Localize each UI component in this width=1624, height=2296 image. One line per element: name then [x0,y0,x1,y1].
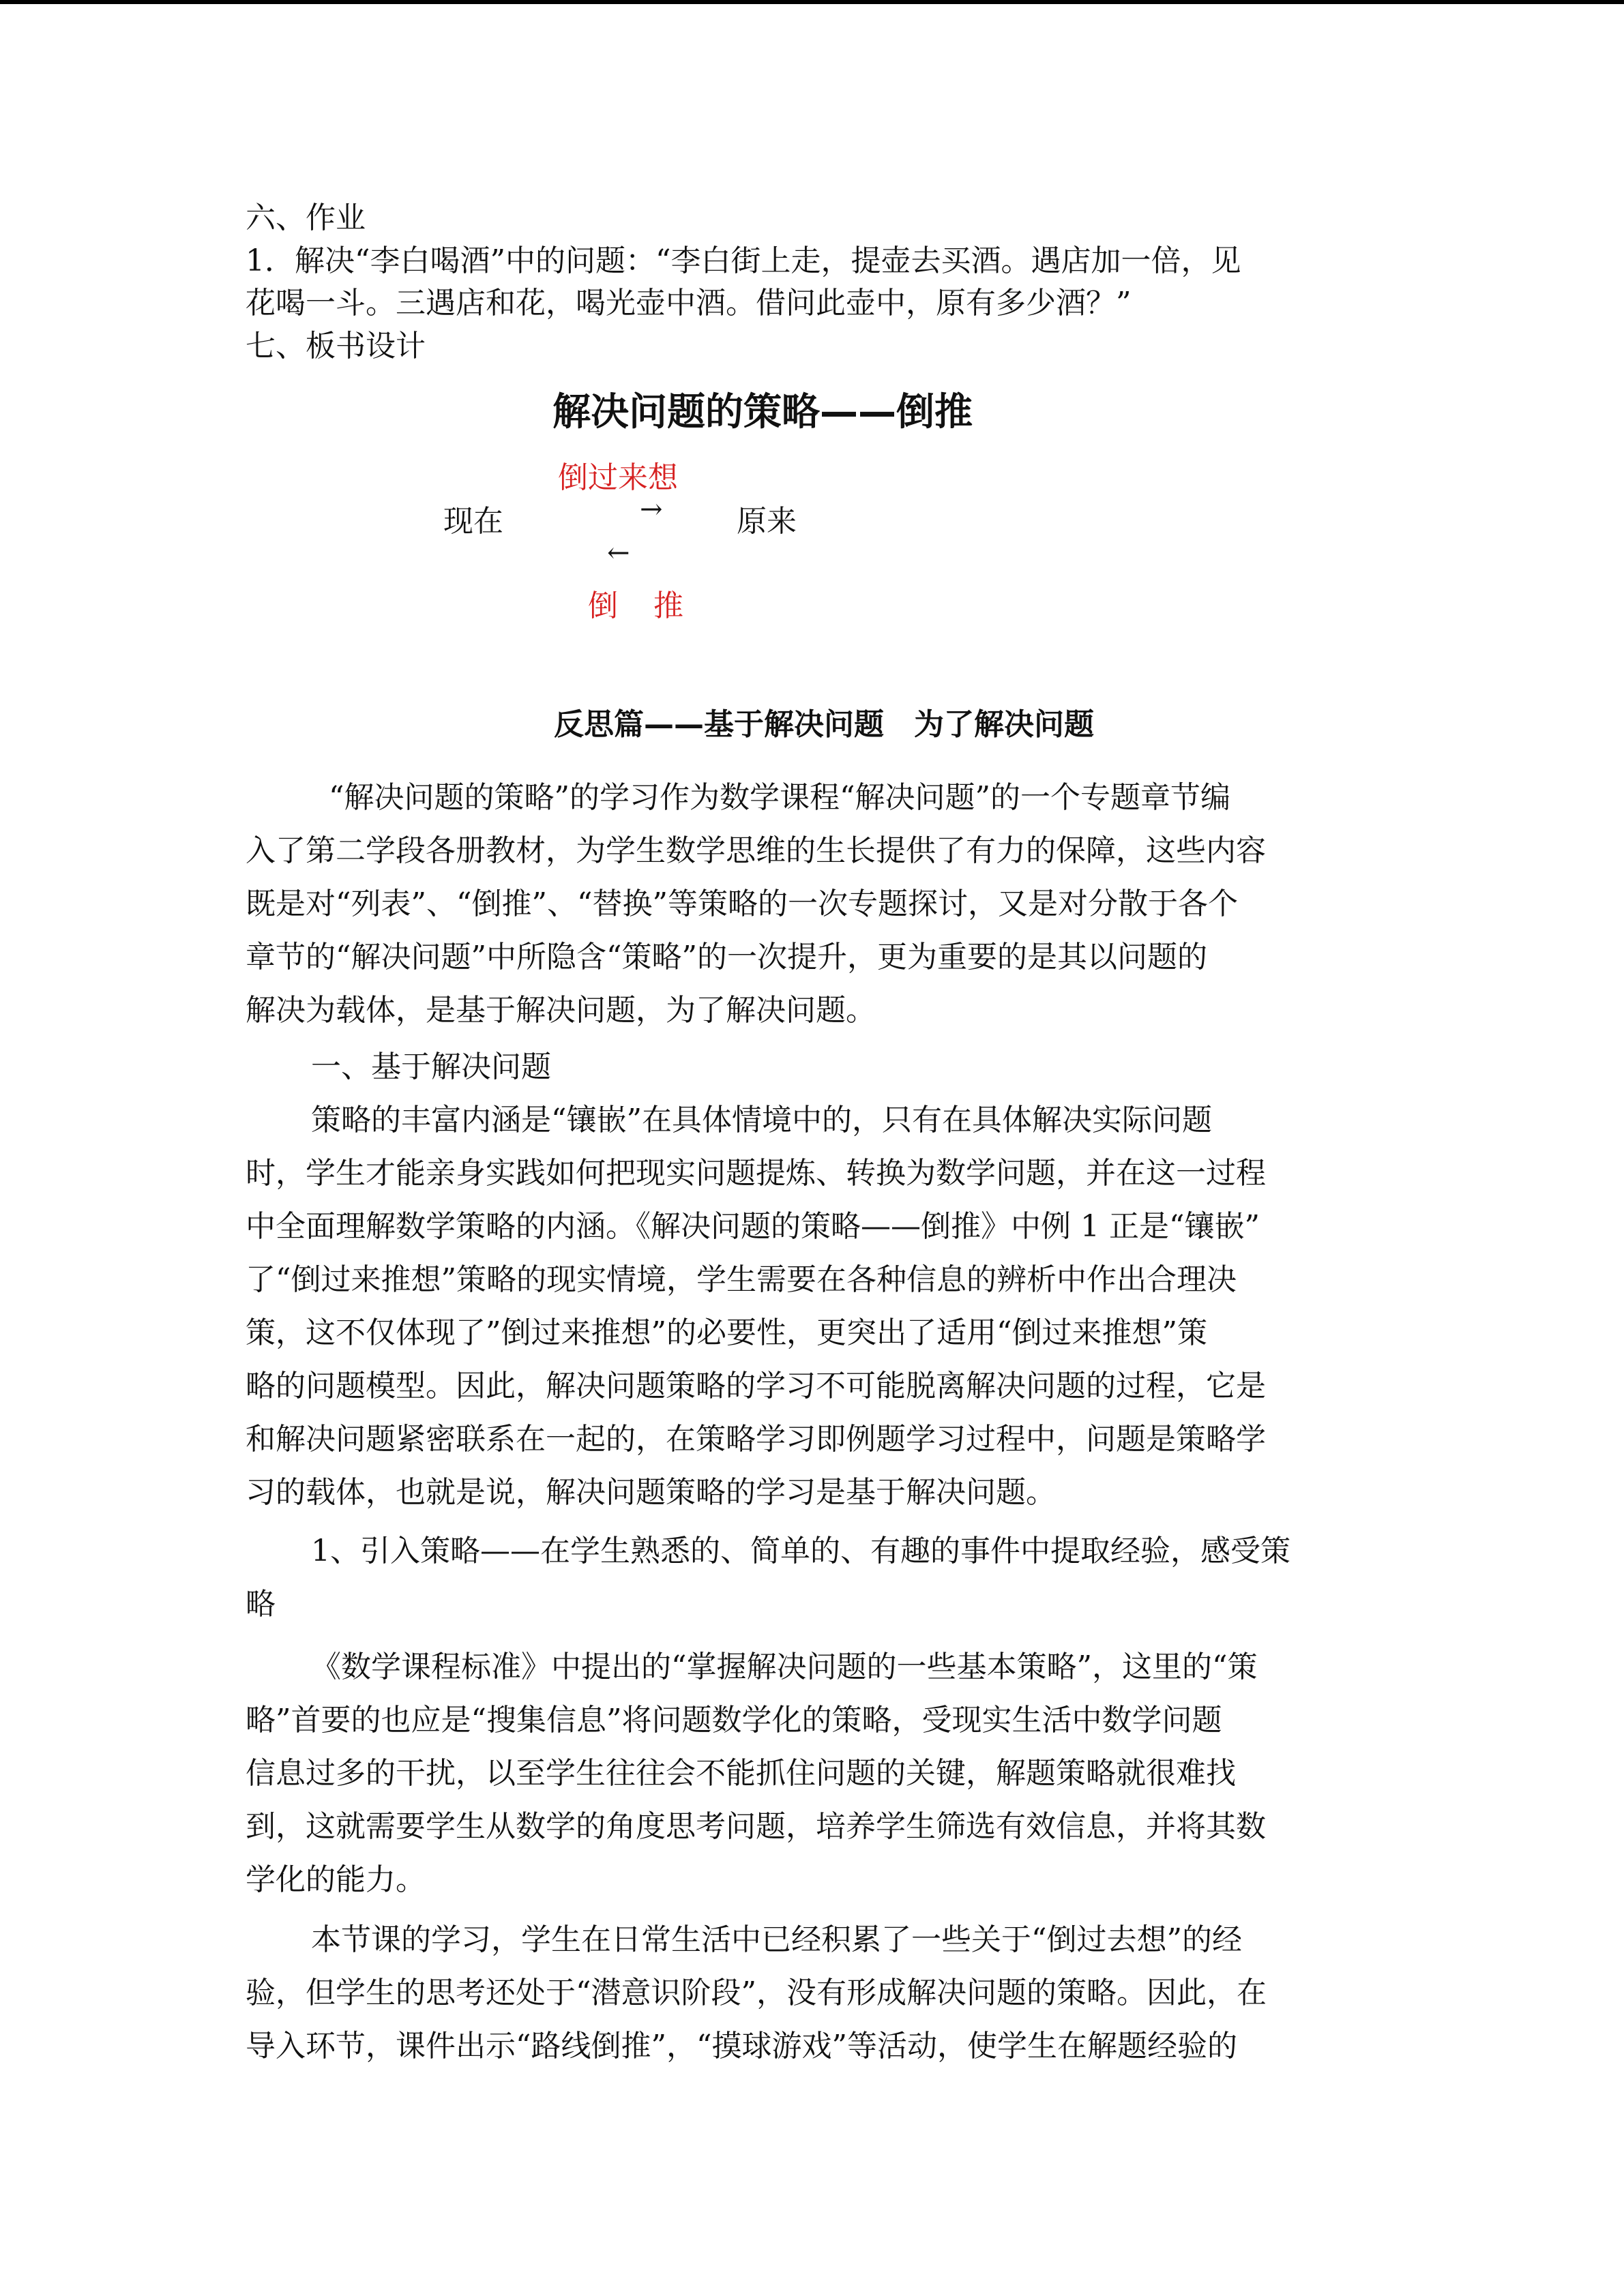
paragraph-line: 《数学课程标准》中提出的“掌握解决问题的一些基本策略”，这里的“策 [311,1650,1258,1684]
board-right-label: 原来 [737,504,797,539]
board-heading: 七、板书设计 [246,329,426,363]
board-arrow-right: → [640,494,663,525]
paragraph-line: 略 [246,1587,276,1622]
paragraph-line: 到，这就需要学生从数学的角度思考问题，培养学生筛选有效信息，并将其数 [246,1809,1266,1844]
reflection-paragraph-4 [246,1641,1378,1907]
paragraph-line: 验，但学生的思考还处于“潜意识阶段”，没有形成解决问题的策略。因此，在 [246,1976,1267,2010]
board-bottom-label-1: 倒 [588,588,618,623]
paragraph-line: 信息过多的干扰，以至学生往往会不能抓住问题的关键，解题策略就很难找 [246,1756,1236,1791]
page-top-border [0,0,1624,4]
section-heading: 一、基于解决问题 [311,1049,551,1084]
paragraph-line: 章节的“解决问题”中所隐含“策略”的一次提升，更为重要的是其以问题的 [246,940,1207,974]
paragraph-line: 策略的丰富内涵是“镶嵌”在具体情境中的，只有在具体解决实际问题 [311,1103,1212,1137]
paragraph-line: 入了第二学段各册教材，为学生数学思维的生长提供了有力的保障，这些内容 [246,833,1266,868]
paragraph-line: 既是对“列表”、“倒推”、“替换”等策略的一次专题探讨，又是对分散于各个 [246,886,1238,921]
homework-item-line1: 1．解决“李白喝酒”中的问题：“李白街上走，提壶去买酒。遇店加一倍，见 [246,243,1241,278]
reflection-paragraph-5 [246,1913,1378,2073]
reflection-paragraph-2 [246,1094,1378,1519]
paragraph-line: 和解决问题紧密联系在一起的，在策略学习即例题学习过程中，问题是策略学 [246,1422,1266,1457]
board-title: 解决问题的策略——倒推 [552,390,973,434]
reflection-paragraph-1 [246,771,1378,1037]
paragraph-line: “解决问题的策略”的学习作为数学课程“解决问题”的一个专题章节编 [329,780,1230,815]
board-top-label: 倒过来想 [558,460,678,495]
board-arrow-left: ← [607,537,630,569]
paragraph-line: 略的问题模型。因此，解决问题策略的学习不可能脱离解决问题的过程，它是 [246,1369,1266,1403]
paragraph-line: 略”首要的也应是“搜集信息”将问题数学化的策略，受现实生活中数学问题 [246,1703,1222,1738]
paragraph-line: 导入环节，课件出示“路线倒推”，“摸球游戏”等活动，使学生在解题经验的 [246,2029,1237,2063]
paragraph-line: 1、引入策略——在学生熟悉的、简单的、有趣的事件中提取经验，感受策 [311,1534,1290,1568]
reflection-title: 反思篇——基于解决问题 为了解决问题 [554,707,1094,742]
homework-heading: 六、作业 [246,200,366,235]
paragraph-line: 本节课的学习，学生在日常生活中已经积累了一些关于“倒过去想”的经 [311,1922,1242,1957]
paragraph-line: 时，学生才能亲身实践如何把现实问题提炼、转换为数学问题，并在这一过程 [246,1156,1266,1191]
paragraph-line: 解决为载体，是基于解决问题，为了解决问题。 [246,993,876,1028]
paragraph-line: 习的载体，也就是说，解决问题策略的学习是基于解决问题。 [246,1475,1056,1510]
section-heading-1 [246,1041,1378,1094]
paragraph-line: 中全面理解数学策略的内涵。《解决问题的策略——倒推》中例 1 正是“镶嵌” [246,1209,1260,1244]
homework-item-line2: 花喝一斗。三遇店和花，喝光壶中酒。借问此壶中，原有多少酒？” [246,286,1132,320]
board-left-label: 现在 [443,504,503,539]
paragraph-line: 策，这不仅体现了”倒过来推想”的必要性，更突出了适用“倒过来推想”策 [246,1315,1207,1350]
reflection-paragraph-3 [246,1525,1378,1631]
board-bottom-label-2: 推 [653,588,683,623]
paragraph-line: 了“倒过来推想”策略的现实情境，学生需要在各种信息的辨析中作出合理决 [246,1262,1237,1297]
paragraph-line: 学化的能力。 [246,1862,426,1897]
